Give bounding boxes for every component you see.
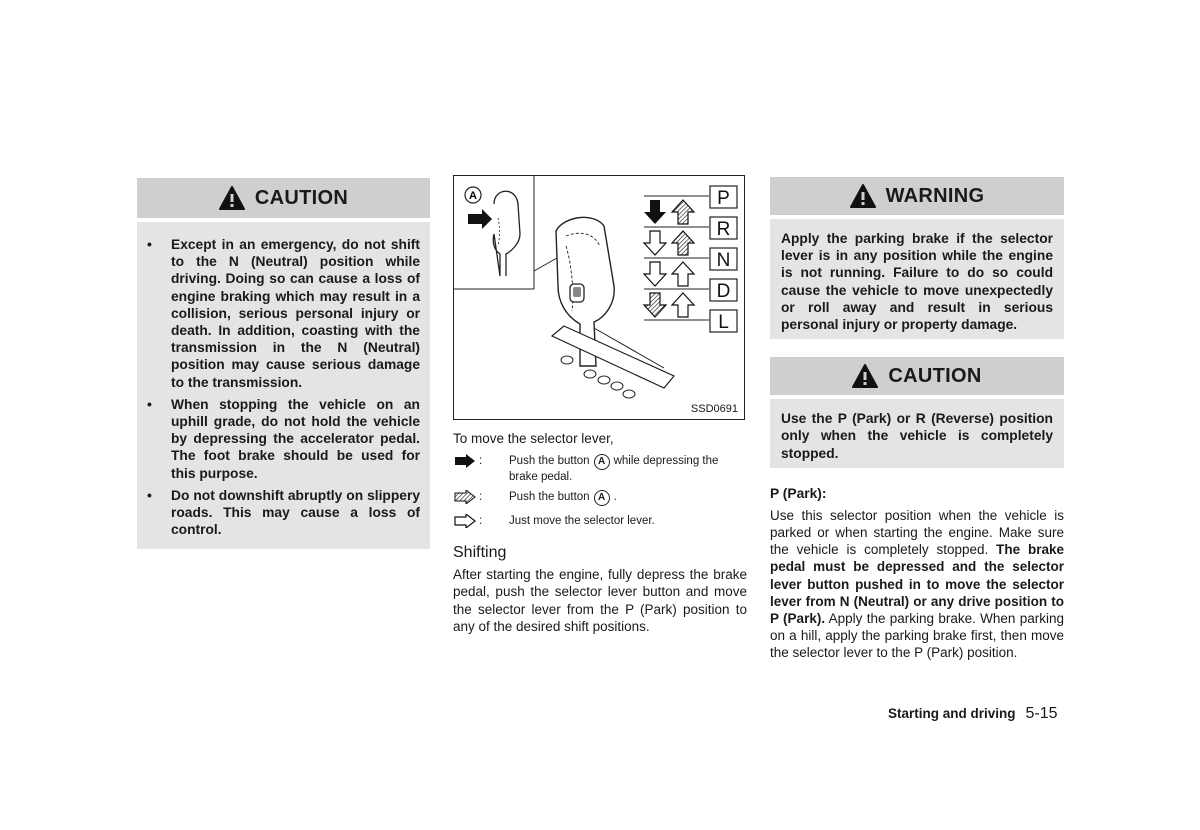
caution-body (137, 222, 430, 549)
park-text-1: Use this selector position when the vehicle is parked or when starting the engine. Make sure the vehicle is completely stopped. (770, 507, 1064, 558)
bullet-text: When stopping the vehicle on an uphill grade, do not hold the vehicle by depressing the accelerator pedal. The foot brake should be used for this purpose. (171, 396, 420, 481)
legend-text: Push the button (509, 491, 590, 504)
right-column (770, 177, 1064, 662)
caution-title: CAUTION (888, 364, 982, 387)
hatched-arrow-icon (453, 490, 479, 508)
figure-code: SSD0691 (690, 403, 738, 415)
outline-arrow-icon (453, 514, 479, 532)
position-p: P (717, 188, 730, 209)
button-a-icon: A (594, 454, 610, 470)
warning-body: Apply the parking brake if the selector lever is in any position while the engine is not running. Failure to do so could cause the vehicle to move unexpectedly or roll away and result in serious personal injury or property damage. (770, 219, 1064, 339)
button-a-label: A (469, 190, 477, 202)
position-l: L (718, 312, 729, 333)
shifting-heading: Shifting (453, 544, 507, 562)
caution-bullet (147, 236, 420, 391)
caution-bullet (147, 487, 420, 539)
legend-row: : Push the button A while depressing the brake pedal. (453, 454, 747, 484)
caution-header (137, 178, 430, 218)
selector-lever-illustration (454, 176, 744, 419)
legend-text: Just move the selector lever. (509, 515, 655, 528)
legend-row: : Push the button A . (453, 490, 747, 508)
page-footer (888, 705, 1058, 723)
page-number: 5-15 (1025, 705, 1058, 722)
bullet-dot (147, 487, 171, 539)
warning-triangle-icon (852, 364, 878, 388)
legend-text: while depressing the brake pedal. (509, 455, 719, 484)
bullet-text: Except in an emergency, do not shift to the N (Neutral) position while driving. Doing so can cause a loss of engine braking which may result in a collision, serious personal injury or death. In addition, coasting with the transmission in the N (Neutral) position may cause serious damage to the transmission. (171, 237, 420, 390)
solid-arrow-icon (453, 454, 479, 484)
park-text-2: Apply the parking brake. When parking on a hill, apply the parking brake first, then move the selector lever to the P (Park) position. (770, 611, 1064, 661)
legend-text: Push the button (509, 455, 590, 468)
footer-title: Starting and driving (888, 706, 1016, 721)
warning-title: WARNING (885, 184, 985, 207)
warning-triangle-icon (850, 184, 876, 208)
selector-intro: To move the selector lever, (453, 431, 614, 446)
legend-text: . (613, 491, 617, 504)
selector-lever-figure (453, 175, 745, 420)
legend-row: : Just move the selector lever. (453, 514, 747, 532)
bullet-dot (147, 396, 171, 482)
caution-body: Use the P (Park) or R (Reverse) position only when the vehicle is completely stopped. (770, 399, 1064, 468)
position-n: N (716, 250, 731, 271)
park-text (770, 507, 1064, 662)
park-heading: P (Park): (770, 485, 827, 501)
button-a-icon: A (594, 490, 610, 506)
bullet-text: Do not downshift abruptly on slippery roads. This may cause a loss of control. (171, 487, 420, 538)
warning-header (770, 177, 1064, 215)
bullet-dot (147, 236, 171, 391)
position-d: D (716, 281, 731, 302)
caution-title: CAUTION (254, 186, 349, 209)
position-r: R (716, 219, 731, 240)
warning-triangle-icon (219, 186, 245, 210)
caution-header (770, 357, 1064, 395)
shifting-text: After starting the engine, fully depress the brake pedal, push the selector lever button and move the selector lever from the P (Park) position to any of the desired shift positions. (453, 567, 747, 634)
caution-bullet (147, 396, 420, 482)
park-text-bold: The brake pedal must be depressed and the selector lever button pushed in to move the selector lever from N (Neutral) or any drive position to P (Park). (770, 542, 1064, 627)
left-column (137, 178, 430, 549)
middle-column (453, 175, 747, 635)
